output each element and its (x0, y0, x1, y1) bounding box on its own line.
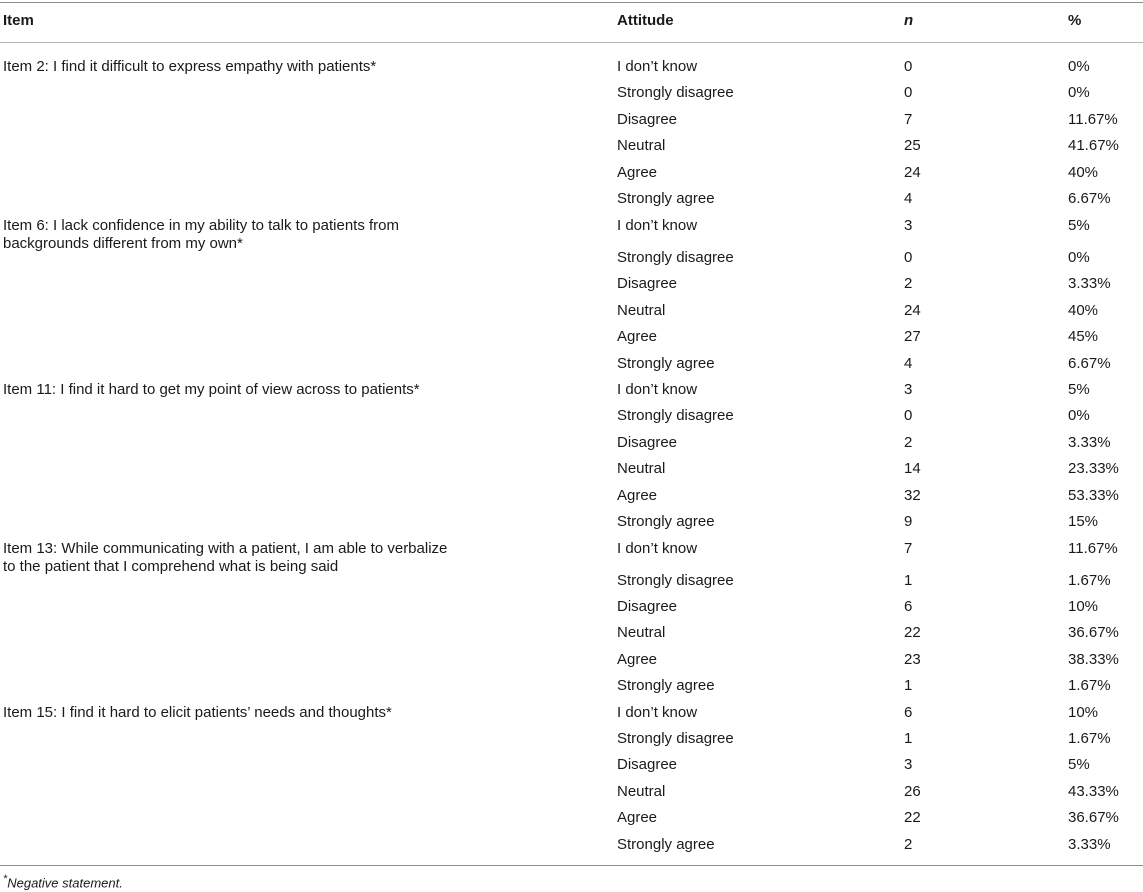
attitude-cell: Strongly disagree (617, 84, 734, 101)
count-cell: 26 (904, 783, 921, 800)
percent-cell: 0% (1068, 249, 1090, 266)
percent-cell: 5% (1068, 217, 1090, 234)
table-bottom-rule (0, 865, 1143, 866)
count-cell: 4 (904, 355, 913, 372)
attitude-cell: I don’t know (617, 217, 698, 234)
header-n: n (904, 12, 914, 29)
attitude-cell: Disagree (617, 111, 678, 128)
count-cell: 22 (904, 809, 921, 826)
item-statement: Item 6: I lack confidence in my ability to talk to patients from backgrounds different from my own* (3, 217, 400, 252)
count-cell: 22 (904, 624, 921, 641)
attitude-cell: Neutral (617, 783, 666, 800)
header-attitude: Attitude (617, 12, 674, 29)
attitude-cell: Disagree (617, 275, 678, 292)
percent-cell: 40% (1068, 302, 1099, 319)
percent-cell: 45% (1068, 328, 1099, 345)
percent-cell: 3.33% (1068, 434, 1111, 451)
attitude-cell: Agree (617, 328, 658, 345)
count-cell: 1 (904, 730, 913, 747)
count-cell: 7 (904, 111, 913, 128)
attitude-cell: Strongly agree (617, 836, 715, 853)
header-percent: % (1068, 12, 1082, 29)
attitude-cell: Strongly disagree (617, 407, 734, 424)
count-cell: 7 (904, 540, 913, 557)
count-cell: 2 (904, 836, 913, 853)
count-cell: 23 (904, 651, 921, 668)
percent-cell: 1.67% (1068, 677, 1111, 694)
attitude-cell: Agree (617, 651, 658, 668)
footnote-text: Negative statement. (7, 875, 123, 891)
percent-cell: 15% (1068, 513, 1099, 530)
percent-cell: 36.67% (1068, 809, 1119, 826)
percent-cell: 11.67% (1068, 540, 1118, 557)
attitude-cell: Disagree (617, 756, 678, 773)
count-cell: 3 (904, 381, 913, 398)
attitude-cell: I don’t know (617, 381, 698, 398)
count-cell: 32 (904, 487, 921, 504)
attitude-cell: Disagree (617, 598, 678, 615)
percent-cell: 0% (1068, 84, 1090, 101)
percent-cell: 41.67% (1068, 137, 1119, 154)
percent-cell: 10% (1068, 704, 1099, 721)
count-cell: 27 (904, 328, 921, 345)
count-cell: 4 (904, 190, 913, 207)
percent-cell: 10% (1068, 598, 1099, 615)
footnote-marker: * (3, 873, 8, 885)
percent-cell: 5% (1068, 381, 1090, 398)
percent-cell: 6.67% (1068, 355, 1111, 372)
table-top-rule (0, 2, 1143, 3)
header-item: Item (3, 12, 34, 29)
attitude-cell: Strongly agree (617, 513, 715, 530)
attitude-cell: I don’t know (617, 58, 698, 75)
count-cell: 1 (904, 677, 913, 694)
count-cell: 2 (904, 434, 913, 451)
count-cell: 25 (904, 137, 921, 154)
count-cell: 2 (904, 275, 913, 292)
item-statement: Item 11: I find it hard to get my point of view across to patients* (3, 381, 420, 398)
percent-cell: 23.33% (1068, 460, 1119, 477)
attitude-cell: Agree (617, 164, 658, 181)
percent-cell: 0% (1068, 407, 1090, 424)
count-cell: 3 (904, 217, 913, 234)
attitude-cell: Neutral (617, 624, 666, 641)
attitude-cell: Strongly disagree (617, 730, 734, 747)
attitude-cell: Strongly disagree (617, 249, 734, 266)
percent-cell: 36.67% (1068, 624, 1119, 641)
attitude-cell: Strongly agree (617, 355, 715, 372)
percent-cell: 3.33% (1068, 836, 1111, 853)
percent-cell: 6.67% (1068, 190, 1111, 207)
percent-cell: 43.33% (1068, 783, 1119, 800)
count-cell: 24 (904, 302, 921, 319)
attitude-cell: Neutral (617, 137, 666, 154)
count-cell: 24 (904, 164, 921, 181)
attitude-cell: Agree (617, 809, 658, 826)
count-cell: 0 (904, 249, 913, 266)
percent-cell: 1.67% (1068, 572, 1111, 589)
count-cell: 6 (904, 704, 913, 721)
count-cell: 6 (904, 598, 913, 615)
percent-cell: 38.33% (1068, 651, 1119, 668)
item-statement: Item 13: While communicating with a patient, I am able to verbalize to the patient that I comprehend what is being said (3, 540, 448, 575)
attitude-cell: Strongly disagree (617, 572, 734, 589)
attitude-cell: Strongly agree (617, 677, 715, 694)
attitude-cell: Strongly agree (617, 190, 715, 207)
percent-cell: 1.67% (1068, 730, 1111, 747)
attitude-cell: Agree (617, 487, 658, 504)
percent-cell: 0% (1068, 58, 1090, 75)
table-footnote (3, 873, 123, 890)
percent-cell: 53.33% (1068, 487, 1119, 504)
count-cell: 0 (904, 407, 913, 424)
attitude-cell: I don’t know (617, 704, 698, 721)
header-rule (0, 42, 1143, 43)
item-statement: Item 15: I find it hard to elicit patients’ needs and thoughts* (3, 704, 392, 721)
count-cell: 3 (904, 756, 913, 773)
attitude-cell: Disagree (617, 434, 678, 451)
attitude-cell: Neutral (617, 302, 666, 319)
percent-cell: 5% (1068, 756, 1090, 773)
attitude-cell: I don’t know (617, 540, 698, 557)
count-cell: 9 (904, 513, 913, 530)
attitude-cell: Neutral (617, 460, 666, 477)
count-cell: 0 (904, 84, 913, 101)
count-cell: 0 (904, 58, 913, 75)
percent-cell: 11.67% (1068, 111, 1118, 128)
count-cell: 14 (904, 460, 921, 477)
count-cell: 1 (904, 572, 913, 589)
item-statement: Item 2: I find it difficult to express empathy with patients* (3, 58, 377, 75)
percent-cell: 40% (1068, 164, 1099, 181)
percent-cell: 3.33% (1068, 275, 1111, 292)
